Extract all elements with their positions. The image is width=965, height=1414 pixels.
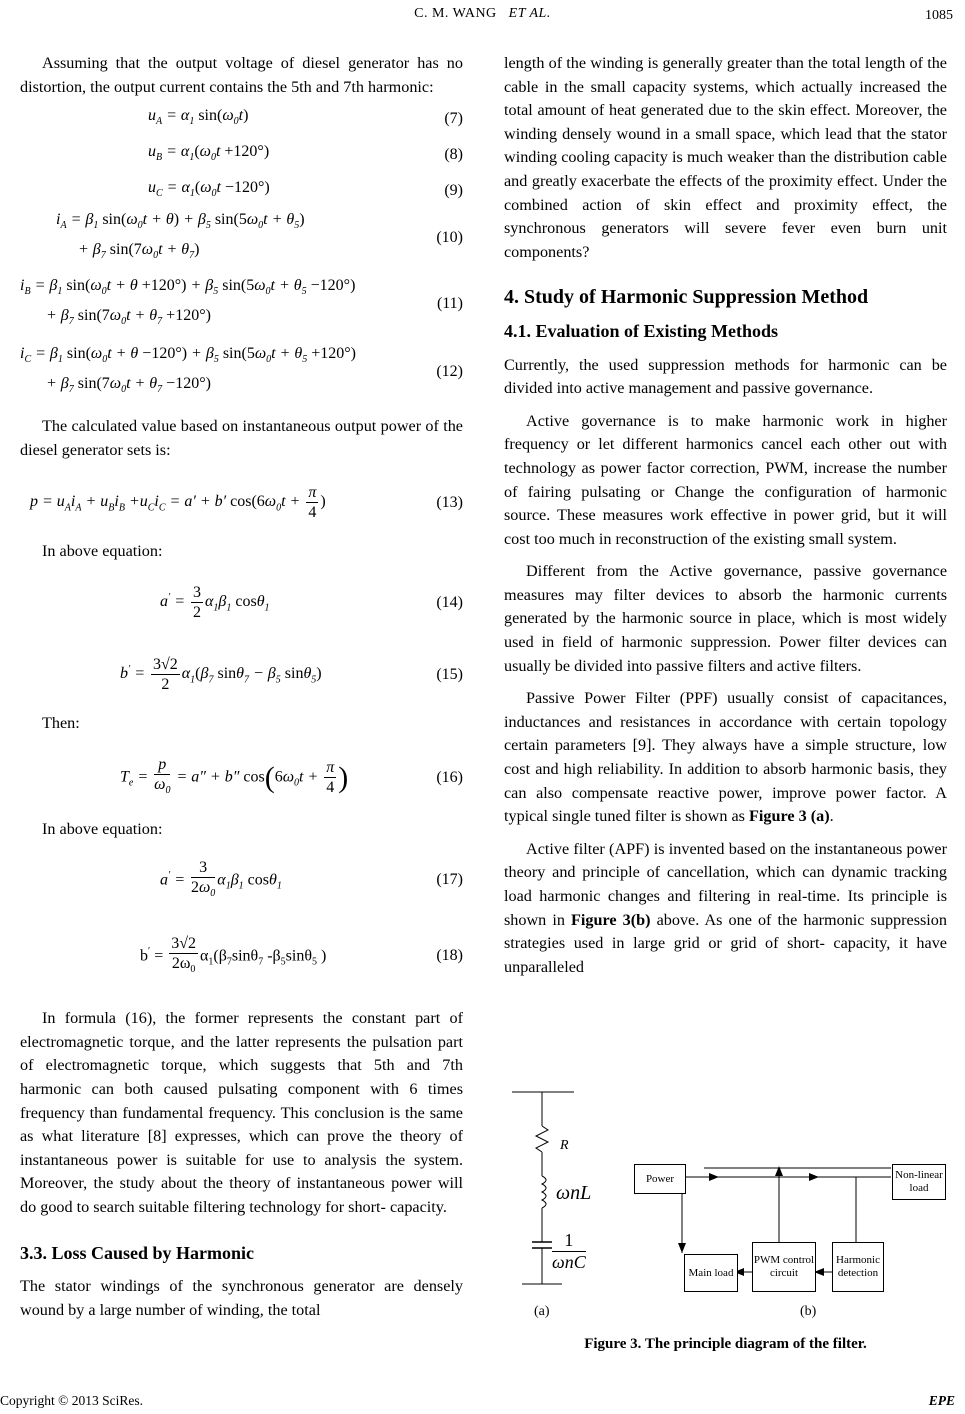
page-header <box>0 0 965 30</box>
equation-number: (11) <box>436 295 463 313</box>
methods-paragraph: Currently, the used suppression methods for harmonic can be divided into active management and passive governance. <box>504 355 947 398</box>
equation-number: (9) <box>444 182 463 200</box>
calc-paragraph: The calculated value based on instantaneous output power of the diesel generator sets is: <box>20 417 463 459</box>
power-block: Power <box>634 1164 686 1194</box>
figure-ref[interactable]: Figure 3(b) <box>571 910 651 929</box>
equation-17: a′ = $\frac{3}{2\omega_0}$ $\alpha_1\beta_1$ cosθ$_1$ (17) <box>160 858 463 899</box>
figure-caption: Figure 3. The principle diagram of the filter. <box>584 1336 867 1352</box>
copyright: Copyright © 2013 SciRes. <box>0 1393 144 1408</box>
left-column <box>20 52 463 1322</box>
page-footer <box>0 1393 965 1413</box>
equation-number: (10) <box>436 229 463 247</box>
in-above-equation: In above equation: <box>42 542 163 561</box>
equation-number: (13) <box>436 493 463 511</box>
subfigure-a-label: (a) <box>534 1304 550 1319</box>
inductor-label: ωnL <box>556 1182 592 1204</box>
equation-number: (15) <box>436 666 463 684</box>
equation-12: $i_C = \beta_1$ $\sin(\omega_0t + \theta -120^\circ) + \beta_5$ $\sin(5\omega_0t + \theta_5 +120^\circ)$ + $\beta_7$ $\sin(7\omega_0t + \theta_7 -120^\circ)$ (12) <box>20 345 463 396</box>
section-heading-4: 4. Study of Harmonic Suppression Method <box>504 286 869 309</box>
main-load-block: Main load <box>684 1254 738 1292</box>
equation-number: (18) <box>436 947 463 965</box>
harmonic-detection-block: Harmonic detection <box>832 1242 884 1292</box>
equation-11: $i_B = \beta_1$ $\sin(\omega_0t + \theta +120^\circ) + \beta_5$ $\sin(5\omega_0t + \theta_5 -120^\circ)$ + $\beta_7$ $\sin(7\omega_0t + \theta_7 +120^\circ)$ (11) <box>20 277 463 328</box>
subfigure-b-label: (b) <box>800 1304 817 1319</box>
figure-3 <box>504 1078 947 1318</box>
pwm-control-block: PWM control circuit <box>752 1242 816 1292</box>
equation-18: b′ = $\frac{3√2}{2\omega_0}$ $\alpha_1(\beta_7\sin\theta_7$ $-\beta_5\sin\theta_5$ ) (18) <box>140 934 463 975</box>
equation-7: $u_A = \alpha_1$ $\sin(\omega_0t)$ (7) <box>20 101 463 137</box>
section-heading-3-3: 3.3. Loss Caused by Harmonic <box>20 1242 255 1263</box>
intro-paragraph: Assuming that the output voltage of diesel generator has no distortion, the output current contains the 5th and 7th harmonic: <box>20 54 463 96</box>
running-head: C. M. WANG ET AL. <box>414 6 551 21</box>
apf-paragraph: Active filter (APF) is invented based on the instantaneous power theory and principle of cancellation, which can dynamic tracking load harmonic changes and filtering in real-time. Its principle is shown in Figure 3(b) above. As one of the harmonic suppression strategies used in large grid or grid of short- capacity, it have unparalleled <box>504 839 947 976</box>
capacitor-label: 1 ωnC <box>552 1230 586 1272</box>
equation-8: $u_B = \alpha_1(\omega_0t +120^\circ)$ (8) <box>20 137 463 173</box>
section-heading-4-1: 4.1. Evaluation of Existing Methods <box>504 320 779 341</box>
equation-16: $T_e$ = $\frac{p}{\omega_0}$ = a″ + b″ $\cos(6\omega_0t$ + $\frac{\pi}{4}$ ) (16) <box>120 755 463 797</box>
equation-number: (7) <box>444 110 463 128</box>
active-governance-paragraph: Active governance is to make harmonic work in higher frequency or let different harmonics cancel each other out with technology as power factor correction, PWM, increase the number of fairing pulsating or Change the configuration of harmonic source. These measures work effective in power grid, but it will cost too much in reconstruction of the existing small system. <box>504 411 947 548</box>
journal-name: EPE <box>928 1393 955 1408</box>
ppf-paragraph: Passive Power Filter (PPF) usually consist of capacitances, inductances and resistances in accordance with certain topology certain parameters [9]. They always have a simple structure, low cost and high reliability. In addition to absorb harmonic basis, they can also compensate reactive power, improve power factor. A typical single tuned filter is shown as Figure 3 (a). <box>504 689 947 826</box>
resistor-label: R <box>560 1138 569 1153</box>
equation-10: $i_A = \beta_1$ $\sin(\omega_0t + \theta) + \beta_5$ $\sin(5\omega_0t + \theta_5)$ + $\beta_7$ $\sin(7\omega_0t + \theta_7)$ (10) <box>56 211 463 262</box>
equation-number: (16) <box>436 768 463 786</box>
page-number: 1085 <box>925 8 953 23</box>
equation-14: a′ = $\frac{3}{2}$ $\alpha_1\beta_1$ cosθ$_1$ (14) <box>160 584 463 622</box>
loss-paragraph: The stator windings of the synchronous generator are densely wound by a large number of winding, the total <box>20 1277 463 1319</box>
in-above-equation-2: In above equation: <box>42 819 163 838</box>
figure-ref[interactable]: Figure 3 (a) <box>749 807 830 826</box>
right-column <box>504 52 947 979</box>
equation-number: (14) <box>436 594 463 612</box>
equation-13: $p = u_Ai_A + u_Bi_B +u_Ci_C = a' + b'$ $\cos(6\omega_0t$ + $\frac{\pi}{4}$ ) (13) <box>30 483 463 521</box>
equation-9: $u_C = \alpha_1(\omega_0t -120^\circ)$ (9) <box>20 173 463 209</box>
passive-governance-paragraph: Different from the Active governance, passive governance measures may filter devices to absorb the harmonic currents generated by the harmonic source in place, which is most widely used in field of harmonic suppression. Power filter devices can usually be divided into passive filters and active filters. <box>504 562 947 675</box>
equation-number: (17) <box>436 871 463 889</box>
equation-15: b′ = $\frac{3√2}{2}$ $\alpha_1(\beta_7$ $\sin\theta_7 - \beta_5$ sinθ$_5$) (15) <box>120 656 463 694</box>
formula-discussion: In formula (16), the former represents the constant part of electromagnetic torque, and the latter represents the pulsation part of electromagnetic torque, which suggests that 5th and 7th harmonic can both caused pulsating component with 6 times frequency than fundamental frequency. This conclusion is the same as what literature [8] expresses, which can prove the theory of instantaneous power is suitable for use to analysis the system. Moreover, the study about the theory of instantaneous power will do good to search suitable filtering technology for short- capacity. <box>20 1009 463 1216</box>
continued-paragraph: length of the winding is generally greater than the total length of the cable in the small capacity systems, which actually increased the total amount of heat generated due to the skin effect. Moreover, the winding densely wound in a small space, which lead that the stator winding cooling capacity is much weaker than the distribution cable and greatly exacerbate the effects of the proximity effect. Under the combined action of skin effect and proximity effect, the synchronous generators will severe fever even burn unit components? <box>504 54 947 261</box>
equation-number: (12) <box>436 363 463 381</box>
nonlinear-load-block: Non-linear load <box>892 1164 946 1200</box>
equation-number: (8) <box>444 146 463 164</box>
then-text: Then: <box>42 713 80 732</box>
